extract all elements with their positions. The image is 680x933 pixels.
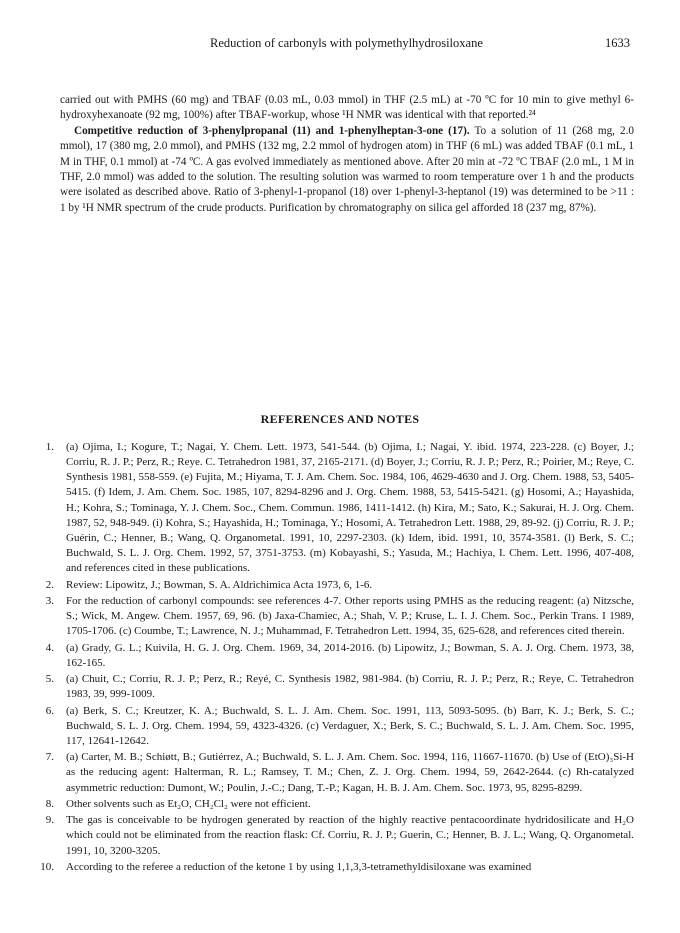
reference-item xyxy=(36,797,634,812)
reference-text: Review: Lipowitz, J.; Bowman, S. A. Aldrichimica Acta 1973, 6, 1-6. xyxy=(66,578,373,591)
page-number: 1633 xyxy=(605,36,630,50)
reference-text: (a) Carter, M. B.; Schiøtt, B.; Gutiérrez, A.; Buchwald, S. L. J. Am. Chem. Soc. 1994, 116, 11667-11670. (b) Use of (EtO)₃Si-H as the reducing agent: Halterman, R. L.; Ramsey, T. M.; Chen, Z. J. Org. Chem. 1994, 59, 2642-2644. (c) Rh-catalyzed asymmetric reduction: Dumont, W.; Poulin, J.-C.; Dang, T.-P.; Kagan, H. B. J. Am. Chem. Soc. 1973, 95, 8295-8299. xyxy=(66,751,634,794)
reference-text: Other solvents such as Et₂O, CH₂Cl₂ were not efficient. xyxy=(66,797,311,810)
reference-item xyxy=(36,860,634,875)
paragraph-methyl-hydroxyhexanoate: carried out with PMHS (60 mg) and TBAF (0.03 mL, 0.03 mmol) in THF (2.5 mL) at -70 ºC for 10 min to give methyl 6-hydroxyhexanoate (92 mg, 100%) after TBAF-workup, whose ¹H NMR was identical with that reported.²⁴ xyxy=(60,94,634,122)
reference-item xyxy=(36,750,634,795)
reference-item xyxy=(36,440,634,576)
reference-number: 1. xyxy=(45,441,54,453)
experimental-text xyxy=(60,93,634,216)
paragraph-heading: Competitive reduction of 3-phenylpropanal (11) and 1-phenylheptan-3-one (17). xyxy=(74,124,470,137)
references-list xyxy=(36,440,634,875)
reference-number: 2. xyxy=(45,578,54,591)
reference-text: According to the referee a reduction of the ketone 1 by using 1,1,3,3-tetramethyldisiloxane was examined xyxy=(66,860,532,873)
reference-item xyxy=(36,672,634,702)
paragraph-body: To a solution of 11 (268 mg, 2.0 mmol), 17 (380 mg, 2.0 mmol), and PMHS (132 mg, 2.2 mmol of hydrogen atom) in THF (6 mL) was added TBAF (0.1 mL, 1 M in THF, 0.1 mmol) at -74 ºC. A gas evolved immediately as mentioned above. After 20 min at -72 ºC TBAF (2.0 mL, 1 M in THF, 2.0 mmol) was added to the solution. The resulting solution was warmed to room temperature over 1 h and the products were isolated as described above. Ratio of 3-phenyl-1-propanol (18) over 1-phenyl-3-heptanol (19) was determined to be >11 : 1 by ¹H NMR spectrum of the crude products. Purification by chromatography on silica gel afforded 18 (237 mg, 87%). xyxy=(60,124,634,214)
running-title: Reduction of carbonyls with polymethylhydrosiloxane xyxy=(210,36,483,50)
reference-text: (a) Ojima, I.; Kogure, T.; Nagai, Y. Chem. Lett. 1973, 541-544. (b) Ojima, I.; Nagai, Y. ibid. 1974, 223-228. (c) Boyer, J.; Corriu, R. J. P.; Perz, R.; Reye. C. Tetrahedron 1981, 37, 2165-2171. (d) Boyer, J.; Corriu, R. J. P.; Perz, R.; Poirier, M.; Reye, C. Synthesis 1981, 558-559. (e) Fujita, M.; Hiyama, T. J. Am. Chem. Soc. 1984, 106, 4629-4630 and J. Org. Chem. 1988, 53, 5405-5415. (f) Idem, J. Am. Chem. Soc. 1985, 107, 8294-8296 and J. Org. Chem. 1988, 53, 5415-5421. (g) Hosomi, A.; Hayashida, H.; Kohra, S.; Tominaga, Y. J. Chem. Soc., Chem. Commun. 1986, 1411-1412. (h) Kira, M.; Sato, K.; Sakurai, H. J. Org. Chem. 1987, 52, 948-949. (i) Kohra, S.; Hayashida, H.; Tominaga, Y.; Hosomi, A. Tetrahedron Lett. 1988, 29, 89-92. (j) Corriu, R. J. P.; Guérin, C.; Henner, B.; Wang, Q. Organometal. 1991, 10, 2297-2303. (k) Idem, ibid. 1991, 10, 3574-3581. (l) Berk, S. C.; Buchwald, S. L. J. Org. Chem. 1992, 57, 3751-3753. (m) Kobayashi, S.; Yasuda, M.; Hachiya, I. Chem. Lett. 1996, 407-408, and references cited in these publications. xyxy=(66,441,634,575)
reference-number: 4. xyxy=(45,641,54,654)
reference-text: (a) Grady, G. L.; Kuivila, H. G. J. Org. Chem. 1969, 34, 2014-2016. (b) Lipowitz, J.; Bowman, S. A. J. Org. Chem. 1973, 38, 162-165. xyxy=(66,641,634,669)
reference-text: (a) Chuit, C.; Corriu, R. J. P.; Perz, R.; Reyé, C. Synthesis 1982, 981-984. (b) Corriu, R. J. P.; Perz, R.; Reye, C. Tetrahedron 1983, 39, 999-1009. xyxy=(66,673,634,701)
reference-item xyxy=(36,594,634,639)
reference-number: 10. xyxy=(40,860,54,873)
reference-number: 7. xyxy=(45,751,54,764)
reference-item xyxy=(36,578,634,593)
reference-item xyxy=(36,641,634,671)
reference-text: For the reduction of carbonyl compounds: see references 4-7. Other reports using PMHS as the reducing reagent: (a) Nitzsche, S.; Wick, M. Angew. Chem. 1957, 69, 96. (b) Jaxa-Chamiec, A.; Shah, V. P.; Kruse, L. I. J. Chem. Soc., Perkin Trans. I 1989, 1705-1706. (c) Coumbe, T.; Lawrence, N. J.; Muhammad, F. Tetrahedron Lett. 1994, 35, 625-628, and references cited therein. xyxy=(66,594,634,638)
reference-number: 8. xyxy=(45,797,54,810)
references-heading: REFERENCES AND NOTES xyxy=(260,412,420,426)
reference-number: 6. xyxy=(45,704,54,717)
reference-number: 3. xyxy=(45,594,54,607)
reference-item xyxy=(36,704,634,749)
reference-text: The gas is conceivable to be hydrogen generated by reaction of the highly reactive pentacoordinate hydridosilicate and H₂O which could not be eliminated from the reaction flask: Cf. Corriu, R. J. P.; Guerin, C.; Henner, B. J. L.; Wang, Q. Organometal. 1991, 10, 3200-3205. xyxy=(66,814,634,857)
reference-number: 9. xyxy=(45,814,54,827)
reference-number: 5. xyxy=(45,673,54,686)
paragraph-competitive-reduction xyxy=(60,124,634,216)
reference-text: (a) Berk, S. C.; Kreutzer, K. A.; Buchwald, S. L. J. Am. Chem. Soc. 1991, 113, 5093-5095. (b) Barr, K. J.; Berk, S. C.; Buchwald, S. L. J. Org. Chem. 1994, 59, 4323-4326. (c) Verdaguer, X.; Berk, S. C.; Buchwald, S. L. J. Am. Chem. Soc. 1995, 117, 12641-12642. xyxy=(66,704,634,747)
reference-item xyxy=(36,813,634,858)
